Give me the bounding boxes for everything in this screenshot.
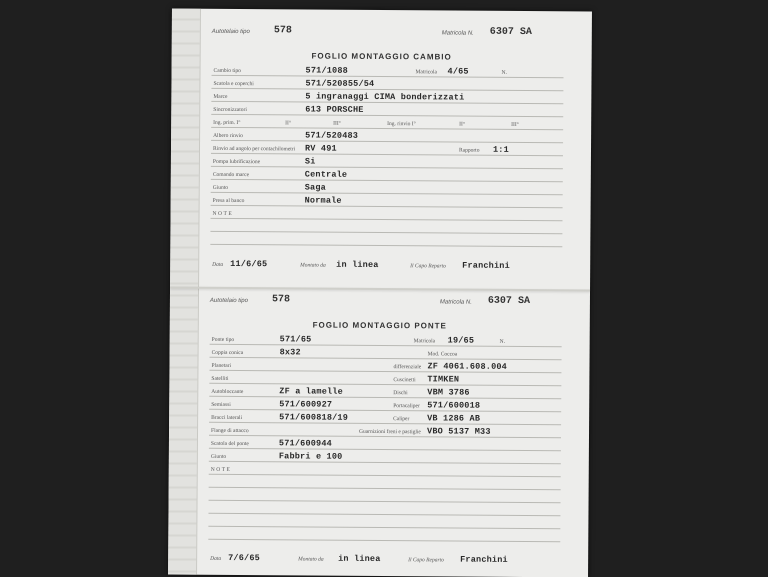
joint-value: Saga — [304, 181, 326, 193]
chassis-type-label: Autotelaio tipo — [211, 28, 250, 36]
field-label: Montato da — [298, 556, 324, 563]
axle-supervisor-value: Franchini — [460, 554, 508, 565]
binding-edge — [168, 9, 201, 575]
field-label: Ponte tipo — [211, 336, 235, 343]
field-label: Marce — [213, 93, 228, 100]
notes-line — [208, 526, 560, 529]
pump-value: Si — [304, 155, 316, 167]
field-label: Giunto — [212, 184, 229, 191]
notes-line — [209, 487, 561, 490]
field-label: Semiassi — [211, 401, 231, 408]
fold-crease — [170, 287, 590, 292]
axle-row-notes — [209, 461, 561, 477]
gearbox-supervisor-value: Franchini — [462, 260, 510, 271]
field-label: Ing. prim. I° — [213, 119, 241, 126]
countershaft-value: 571/520483 — [305, 129, 359, 141]
field-label: Rinvio ad angolo per contachilometri — [212, 145, 296, 152]
halfshafts-value: 571/600927 — [279, 398, 333, 410]
field-label: Data — [212, 261, 224, 268]
axle-type-value: 571/65 — [279, 333, 312, 345]
chassis-header — [211, 25, 562, 39]
field-label: III° — [333, 120, 341, 127]
field-label: Bracci laterali — [211, 414, 243, 421]
gearbox-signature — [210, 257, 562, 271]
field-label: Comando marce — [212, 171, 250, 178]
gearbox-assembler-value: in linea — [336, 259, 379, 270]
field-label: Flange di attacco — [211, 427, 249, 434]
field-label: Scatola e coperchi — [213, 80, 254, 87]
field-label: III° — [511, 121, 519, 128]
field-label: II° — [459, 121, 466, 128]
field-label: Rapporto — [458, 147, 480, 154]
notes-line — [208, 513, 560, 516]
notes-line — [208, 539, 560, 542]
field-label: Cuscinetti — [393, 376, 416, 383]
caliper-carrier-value: 571/600018 — [427, 399, 481, 411]
field-label: Autobloccante — [211, 388, 244, 395]
differential-value: ZF 4061.608.004 — [427, 360, 508, 372]
chassis-serial-label: Matricola N. — [439, 299, 472, 306]
odometer-drive-value: RV 491 — [304, 142, 337, 154]
field-label: Sincronizzatori — [213, 106, 247, 113]
notes-label: NOTE — [210, 466, 232, 473]
gearbox-serial-value: 4/65 — [447, 65, 469, 77]
chassis-serial-label: Matricola N. — [441, 30, 474, 37]
field-label: Matricola — [413, 337, 436, 344]
bearings-value: TIMKEN — [427, 373, 460, 385]
notes-line — [210, 244, 562, 247]
chassis-type-value: 578 — [273, 25, 292, 37]
field-label: Mod. Coccoa — [427, 350, 458, 358]
axle-joint-value: Fabbri e 100 — [278, 450, 343, 462]
field-label: Satelliti — [211, 375, 229, 382]
crownwheel-value: 8x32 — [279, 346, 301, 357]
discs-value: VBM 3786 — [427, 386, 470, 398]
arms-value: 571/600818/19 — [279, 411, 349, 423]
field-label: Scatola del ponte — [210, 440, 249, 447]
axle-serial-value: 19/65 — [447, 334, 475, 346]
chassis-type-label: Autotelaio tipo — [209, 297, 248, 305]
bench-value: Normale — [304, 194, 342, 206]
synchro-value: 613 PORSCHE — [305, 103, 364, 115]
field-label: N. — [501, 69, 507, 76]
axle-assembler-value: in linea — [338, 553, 381, 565]
field-label: Giunto — [210, 453, 227, 460]
field-label: N. — [499, 338, 506, 345]
field-label: Albero rinvio — [213, 132, 243, 139]
field-label: Matricola — [415, 68, 437, 75]
brake-pads-value: VBO 5137 M33 — [427, 425, 491, 437]
gearbox-date-value: 11/6/65 — [230, 258, 268, 270]
axle-title: FOGLIO MONTAGGIO PONTE — [312, 320, 447, 331]
field-label: differenziale — [393, 363, 422, 370]
housing-value: 571/600944 — [278, 437, 333, 449]
notes-line — [210, 231, 562, 234]
field-label: II° — [285, 119, 292, 126]
axle-date-value: 7/6/65 — [228, 552, 260, 564]
field-label: Ing. rinvio I° — [387, 120, 416, 127]
chassis-type-value: 578 — [271, 294, 291, 306]
field-label: Presa al banco — [212, 197, 245, 204]
field-label: Data — [210, 555, 222, 562]
field-label: Il Capo Reparto — [410, 263, 446, 270]
gearbox-type-value: 571/1088 — [305, 64, 349, 76]
axle-signature — [208, 551, 560, 565]
lsd-value: ZF a lamelle — [279, 385, 343, 397]
field-label: Cambio tipo — [213, 67, 241, 74]
assembly-sheet — [168, 9, 592, 577]
field-label: Pompa lubrificazione — [212, 158, 261, 165]
field-label: Portacaliper — [393, 402, 420, 409]
notes-line — [209, 500, 561, 503]
field-label: Coppia conica — [211, 349, 244, 356]
shift-value: Centrale — [304, 168, 348, 180]
field-label: Caliper — [393, 415, 410, 422]
field-label: Planetari — [211, 362, 232, 369]
axle-chassis-header — [209, 294, 560, 308]
chassis-serial-value: 6307 SA — [487, 295, 530, 308]
field-label: Guarnizioni freni e pastiglie — [359, 428, 421, 435]
field-label: Dischi — [393, 389, 408, 396]
field-label: Il Capo Reparto — [408, 557, 444, 564]
chassis-serial-value: 6307 SA — [489, 26, 532, 39]
caliper-value: VB 1286 AB — [427, 412, 481, 424]
ratio-value: 1:1 — [492, 144, 509, 155]
gearbox-row-notes — [211, 205, 563, 221]
casing-value: 571/520855/54 — [305, 77, 375, 89]
field-label: Montato da — [300, 262, 326, 269]
gearbox-title: FOGLIO MONTAGGIO CAMBIO — [311, 51, 452, 62]
notes-label: NOTE — [212, 210, 234, 217]
gears-value: 5 ingranaggi CIMA bonderizzati — [305, 90, 465, 103]
